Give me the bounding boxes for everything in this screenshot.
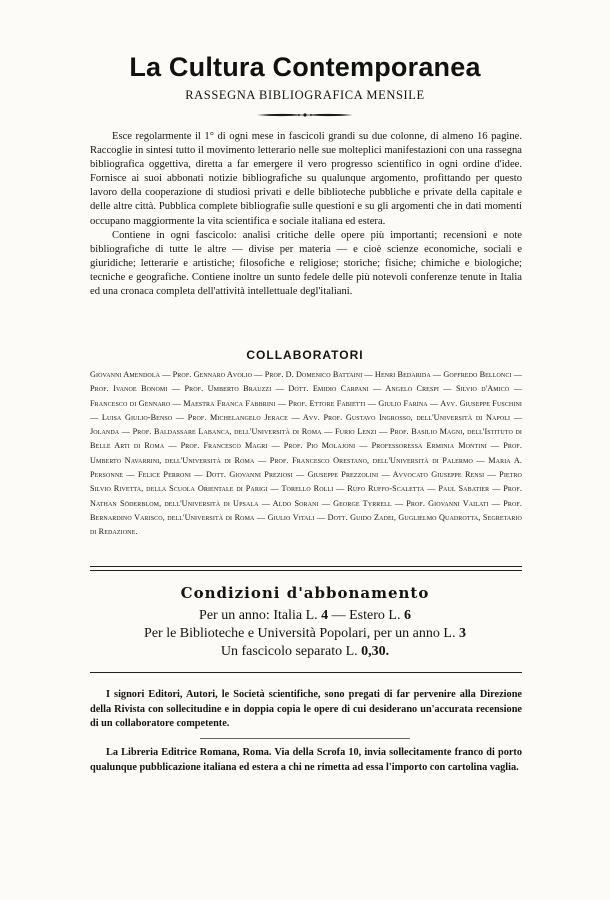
collaboratori-heading: COLLABORATORI (246, 348, 364, 362)
editors-notice (90, 688, 522, 732)
subscription-label: Un fascicolo separato L. (220, 644, 358, 659)
double-rule (90, 566, 522, 571)
intro-text (90, 130, 522, 299)
subscription-line-annual (0, 608, 610, 624)
rule-divider (90, 672, 522, 673)
collaboratori-list: Giovanni Amendola — Prof. Gennaro Avolio — Prof. D. Domenico Battaini — Henri Bedarida — Goffredo Bellonci — Prof. Ivanoe Bonomi — Prof. Umberto Brauzzi — Dott. Emidio Carpani — Angelo Crespi — Silvio d'Amico — Francesco di Gennaro — Maestra Franca Fabbrini — Prof. Ettore Fabietti — Giulio Farina — Avv. Giuseppe Fuschini — Luisa Giulio-Benso — Prof. Michelangelo Jerace — Avv. Prof. Gustavo Ingrosso, dell'Università di Napoli — Jolanda — Prof. Baldassare Labanca, dell'Università di Roma — Furio Lenzi — Prof. Basilio Magni, dell'Istituto di Belle Arti di Roma — Prof. Francesco Magri — Prof. Pio Molajoni — Professoressa Erminia Montini — Prof. Umberto Navarrini, dell'Università di Roma — Prof. Francesco Orestano, dell'Università di Palermo — Maria A. Personne — Felice Perroni — Dott. Giovanni Preziosi — Giuseppe Prezzolini — Avvocato Giuseppe Rensi — Pietro Silvio Rivetta, della Scuola Orientale di Parigi — Torello Rolli — Rufo Ruffo-Scaletta — Paul Sabatier — Prof. Nathan Söderblom, dell'Università di Upsala — Aldo Sorani — George Tyrrell — Prof. Giovanni Vailati — Prof. Bernardino Varisco, dell'Università di Roma — Giulio Vitali — Dott. Guido Zadei, Guglielmo Quadrotta, Segretario di Redazione. (90, 370, 522, 537)
subscription-line-libraries (0, 626, 610, 642)
intro-paragraph: Contiene in ogni fascicolo: analisi critiche delle opere più importanti; recensioni e note bibliografiche di tutte le altre — divise per materia — e cioè scienze economiche, sociali e giuridiche; letterarie e artistiche; filosofiche e religiose; storiche; fisiche; chimiche e biologiche; tecniche e geografiche. Contiene inoltre un sunto fedele delle più notevoli conferenze tenute in Italia ed una cronaca completa dell'attività intellettuale degl'italiani. (90, 229, 522, 298)
subscription-line-single-issue (0, 644, 610, 660)
libreria-notice (90, 746, 522, 775)
price-italia: 4 (321, 608, 329, 623)
subscription-label: Per le Biblioteche e Università Popolari, per un anno L. (144, 626, 456, 641)
subscription-label: — Estero L. (331, 608, 401, 623)
subscription-heading: Condizioni d'abbonamento (180, 584, 430, 602)
short-rule-divider (200, 738, 410, 739)
journal-title: La Cultura Contemporanea (129, 52, 481, 82)
notice-paragraph: La Libreria Editrice Romana, Roma. Via della Scrofa 10, invia sollecitamente franco di porto qualunque pubblicazione italiana ed estera a chi ne rimetta ad essa l'importo con cartolina vaglia. (90, 747, 522, 773)
notice-paragraph: I signori Editori, Autori, le Società scientifiche, sono pregati di far pervenire alla Direzione della Rivista con sollecitudine e in doppia copia le opere di cui desiderano un'accurata recensione di un collaboratore competente. (90, 689, 522, 729)
price-libraries: 3 (458, 626, 466, 641)
price-single-issue: 0,30. (361, 644, 390, 659)
journal-subtitle: RASSEGNA BIBLIOGRAFICA MENSILE (185, 88, 425, 102)
intro-paragraph: Esce regolarmente il 1° di ogni mese in fascicoli grandi su due colonne, di almeno 16 pagine. Raccoglie in sintesi tutto il movimento letterario nelle sue molteplici manifestazioni con una rassegna bibliografica oggettiva, diretta a far emergere il vero progresso scientifico in ogni ordine d'idee. Fornisce ai suoi abbonati notizie bibliografiche su qualunque argomento, profittando per questo lavoro della cooperazione di studiosi privati e delle biblioteche pubbliche e private della capitale e delle altre città. Pubblica complete bibliografie sulle questioni e su gli argomenti che in dati momenti occupano maggiormente la vita scientifica e sociale italiana ed estera. (90, 131, 522, 227)
price-estero: 6 (403, 608, 411, 623)
ornament-divider (255, 110, 355, 120)
subscription-label: Per un anno: Italia L. (199, 608, 318, 623)
